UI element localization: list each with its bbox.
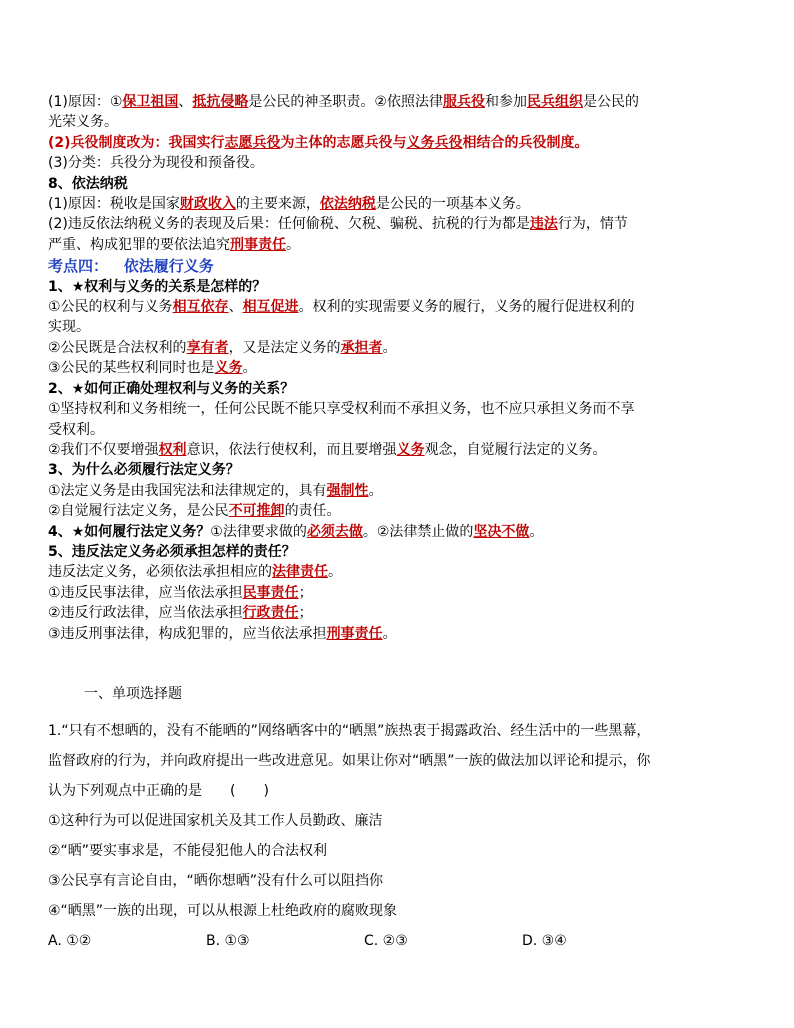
text-line: ②违反行政法律，应当依法承担行政责任； xyxy=(48,605,313,622)
statement-1: ①这种行为可以促进国家机关及其工作人员勤政、廉洁 xyxy=(48,812,383,829)
keyword: 保卫祖国 xyxy=(122,94,179,110)
question-text: 1.“只有不想晒的，没有不能晒的”网络晒客中的“晒黑”族热衷于揭露政治、经生活中的一些黑幕， xyxy=(48,722,651,739)
text-line: ①公民的权利与义务相互依存、相互促进。权利的实现需要义务的履行，义务的履行促进权利的 xyxy=(48,299,635,316)
question-heading: 1、★权利与义务的关系是怎样的？ xyxy=(48,278,267,295)
answer-options xyxy=(48,931,748,951)
question-heading-inline: 4、★如何履行法定义务？①法律要求做的必须去做。②法律禁止做的坚决不做。 xyxy=(48,523,544,540)
option-c[interactable]: C. ②③ xyxy=(364,932,408,949)
text-line: 光荣义务。 xyxy=(48,114,118,131)
keyword: 行政责任 xyxy=(242,605,299,622)
section-heading: 8、依法纳税 xyxy=(48,175,128,192)
topic-heading: 考点四： 依法履行义务 xyxy=(48,257,214,276)
military-reason-line: (1)原因：①保卫祖国、抵抗侵略是公民的神圣职责。②依照法律服兵役和参加民兵组织是公民的 xyxy=(48,94,639,110)
question-text: 监督政府的行为，并向政府提出一些改进意见。如果让你对“晒黑”一族的做法加以评论和提示，你 xyxy=(48,752,651,769)
keyword: 义务兵役 xyxy=(406,134,463,151)
text-line: ②自觉履行法定义务，是公民不可推卸的责任。 xyxy=(48,503,341,520)
military-system-line: (2)兵役制度改为：我国实行志愿兵役为主体的志愿兵役与义务兵役相结合的兵役制度。 xyxy=(48,134,589,151)
tax-violation-line-2: 严重、构成犯罪的要依法追究刑事责任。 xyxy=(48,236,300,253)
text-line: 违反法定义务，必须依法承担相应的法律责任。 xyxy=(48,564,342,581)
keyword: 相互依存 xyxy=(172,299,229,316)
exercise-section-title: 一、单项选择题 xyxy=(84,685,182,702)
exercise-question xyxy=(48,721,748,951)
keyword: 刑事责任 xyxy=(230,236,286,253)
text-line: ①法定义务是由我国宪法和法律规定的，具有强制性。 xyxy=(48,482,383,499)
keyword: 财政收入 xyxy=(179,196,236,213)
keyword: 抵抗侵略 xyxy=(192,94,249,110)
tax-reason-line: (1)原因：税收是国家财政收入的主要来源，依法纳税是公民的一项基本义务。 xyxy=(48,196,530,213)
keyword: 民事责任 xyxy=(242,584,299,601)
keyword: 必须去做 xyxy=(306,523,363,540)
option-b[interactable]: B. ①③ xyxy=(206,932,250,949)
text-line: ①违反民事法律，应当依法承担民事责任； xyxy=(48,584,313,601)
keyword: 相互促进 xyxy=(242,299,299,316)
option-d[interactable]: D. ③④ xyxy=(522,932,567,949)
keyword: 依法纳税 xyxy=(319,196,376,213)
document-page xyxy=(48,92,748,951)
statement-3: ③公民享有言论自由，“晒你想晒”没有什么可以阻挡你 xyxy=(48,872,384,889)
question-heading: 2、★如何正确处理权利与义务的关系？ xyxy=(48,380,295,397)
keyword: 强制性 xyxy=(326,482,369,499)
question-heading: 3、为什么必须履行法定义务？ xyxy=(48,462,240,479)
keyword: 坚决不做 xyxy=(473,523,530,540)
text-line: ②公民既是合法权利的享有者，又是法定义务的承担者。 xyxy=(48,339,397,356)
statement-2: ②“晒”要实事求是，不能侵犯他人的合法权利 xyxy=(48,842,328,859)
keyword: 不可推卸 xyxy=(228,503,285,520)
keyword: 承担者 xyxy=(340,339,383,356)
question-heading: 5、违反法定义务必须承担怎样的责任？ xyxy=(48,543,296,560)
text-line: ③违反刑事法律，构成犯罪的，应当依法承担刑事责任。 xyxy=(48,625,397,642)
keyword: 违法 xyxy=(529,216,558,233)
keyword: 法律责任 xyxy=(272,564,328,581)
statement-4: ④“晒黑”一族的出现，可以从根源上杜绝政府的腐败现象 xyxy=(48,902,398,919)
text-line: 实现。 xyxy=(48,319,90,336)
keyword: 志愿兵役 xyxy=(224,134,281,151)
text-line: ①坚持权利和义务相统一，任何公民既不能只享受权利而不承担义务，也不应只承担义务而不享 xyxy=(48,401,635,418)
keyword: 权利 xyxy=(158,441,187,458)
text-line: ③公民的某些权利同时也是义务。 xyxy=(48,360,257,377)
option-a[interactable]: A. ①② xyxy=(48,932,92,949)
text-line: 受权利。 xyxy=(48,421,104,438)
question-text: 认为下列观点中正确的是 ( ) xyxy=(48,782,269,799)
keyword: 服兵役 xyxy=(442,94,485,110)
keyword: 义务 xyxy=(396,441,425,458)
keyword: 享有者 xyxy=(186,339,229,356)
keyword: 刑事责任 xyxy=(326,625,383,642)
text-line: (3)分类：兵役分为现役和预备役。 xyxy=(48,155,264,172)
tax-violation-line: (2)违反依法纳税义务的表现及后果：任何偷税、欠税、骗税、抗税的行为都是违法行为，情节 xyxy=(48,216,628,233)
text-line: ②我们不仅要增强权利意识，依法行使权利，而且要增强义务观念，自觉履行法定的义务。 xyxy=(48,441,607,458)
keyword: 民兵组织 xyxy=(526,94,583,110)
keyword: 义务 xyxy=(214,360,243,377)
